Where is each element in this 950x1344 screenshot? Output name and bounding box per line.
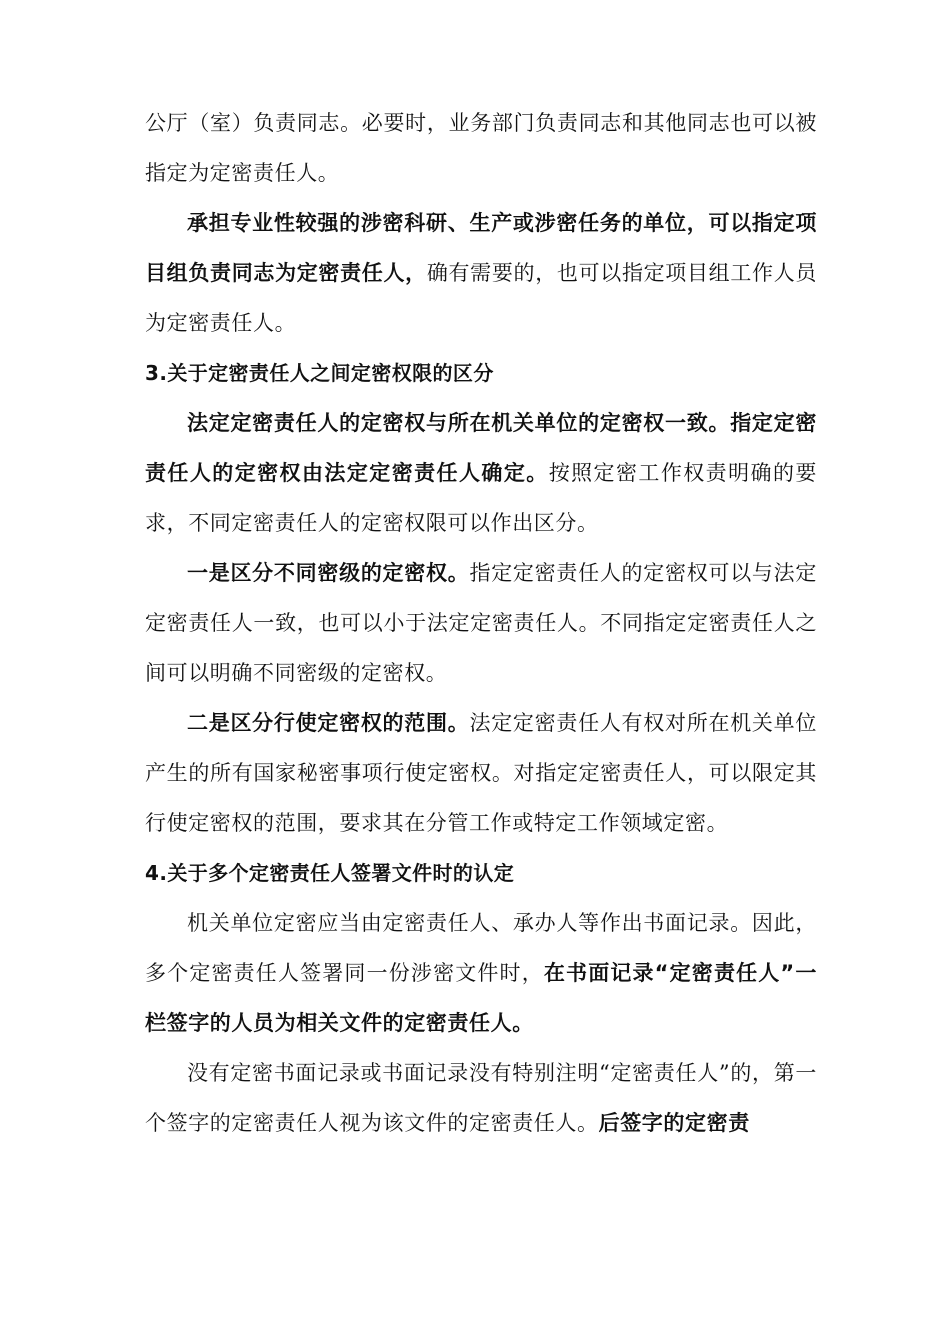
text-run: 按照定密工作权责明确的要求，不同定密责任人的定密权限可以作出区分。 (145, 461, 817, 535)
text-run: 确有需要的，也可以指定项目组工作人员为定密责任人。 (145, 261, 817, 335)
text-run: 公厅（室）负责同志。必要时，业务部门负责同志和其他同志也可以被指定为定密责任人。 (145, 111, 817, 185)
paragraph (145, 548, 817, 698)
section-heading (145, 348, 817, 398)
paragraph (145, 398, 817, 548)
bold-text-run: 后签字的定密责 (598, 1111, 750, 1135)
paragraph (145, 698, 817, 848)
bold-text-run: 承担专业性较强的涉密科研、生产或涉密任务的单位，可以指定项目组负责同志为定密责任人， (145, 211, 817, 285)
paragraph (145, 198, 817, 348)
text-run: 机关单位定密应当由定密责任人、承办人等作出书面记录。因此，多个定密责任人签署同一份涉密文件时， (145, 911, 817, 985)
bold-text-run: 二是区分行使定密权的范围。 (187, 711, 470, 735)
bold-text-run: 在书面记录“定密责任人”一栏签字的人员为相关文件的定密责任人。 (145, 961, 817, 1035)
text-run: 指定定密责任人的定密权可以与法定定密责任人一致，也可以小于法定定密责任人。不同指定定密责任人之间可以明确不同密级的定密权。 (145, 561, 817, 685)
text-run: 法定定密责任人有权对所在机关单位产生的所有国家秘密事项行使定密权。对指定定密责任人，可以限定其行使定密权的范围，要求其在分管工作或特定工作领域定密。 (145, 711, 817, 835)
bold-text-run: 4.关于多个定密责任人签署文件时的认定 (145, 861, 515, 885)
bold-text-run: 法定定密责任人的定密权与所在机关单位的定密权一致。指定定密责任人的定密权由法定定密责任人确定。 (145, 411, 817, 485)
paragraph (145, 898, 817, 1048)
bold-text-run: 3.关于定密责任人之间定密权限的区分 (145, 361, 494, 385)
document-body (145, 98, 817, 1148)
bold-text-run: 一是区分不同密级的定密权。 (187, 561, 470, 585)
text-run: 没有定密书面记录或书面记录没有特别注明“定密责任人”的，第一个签字的定密责任人视为该文件的定密责任人。 (145, 1061, 817, 1135)
paragraph (145, 98, 817, 198)
section-heading (145, 848, 817, 898)
paragraph (145, 1048, 817, 1148)
